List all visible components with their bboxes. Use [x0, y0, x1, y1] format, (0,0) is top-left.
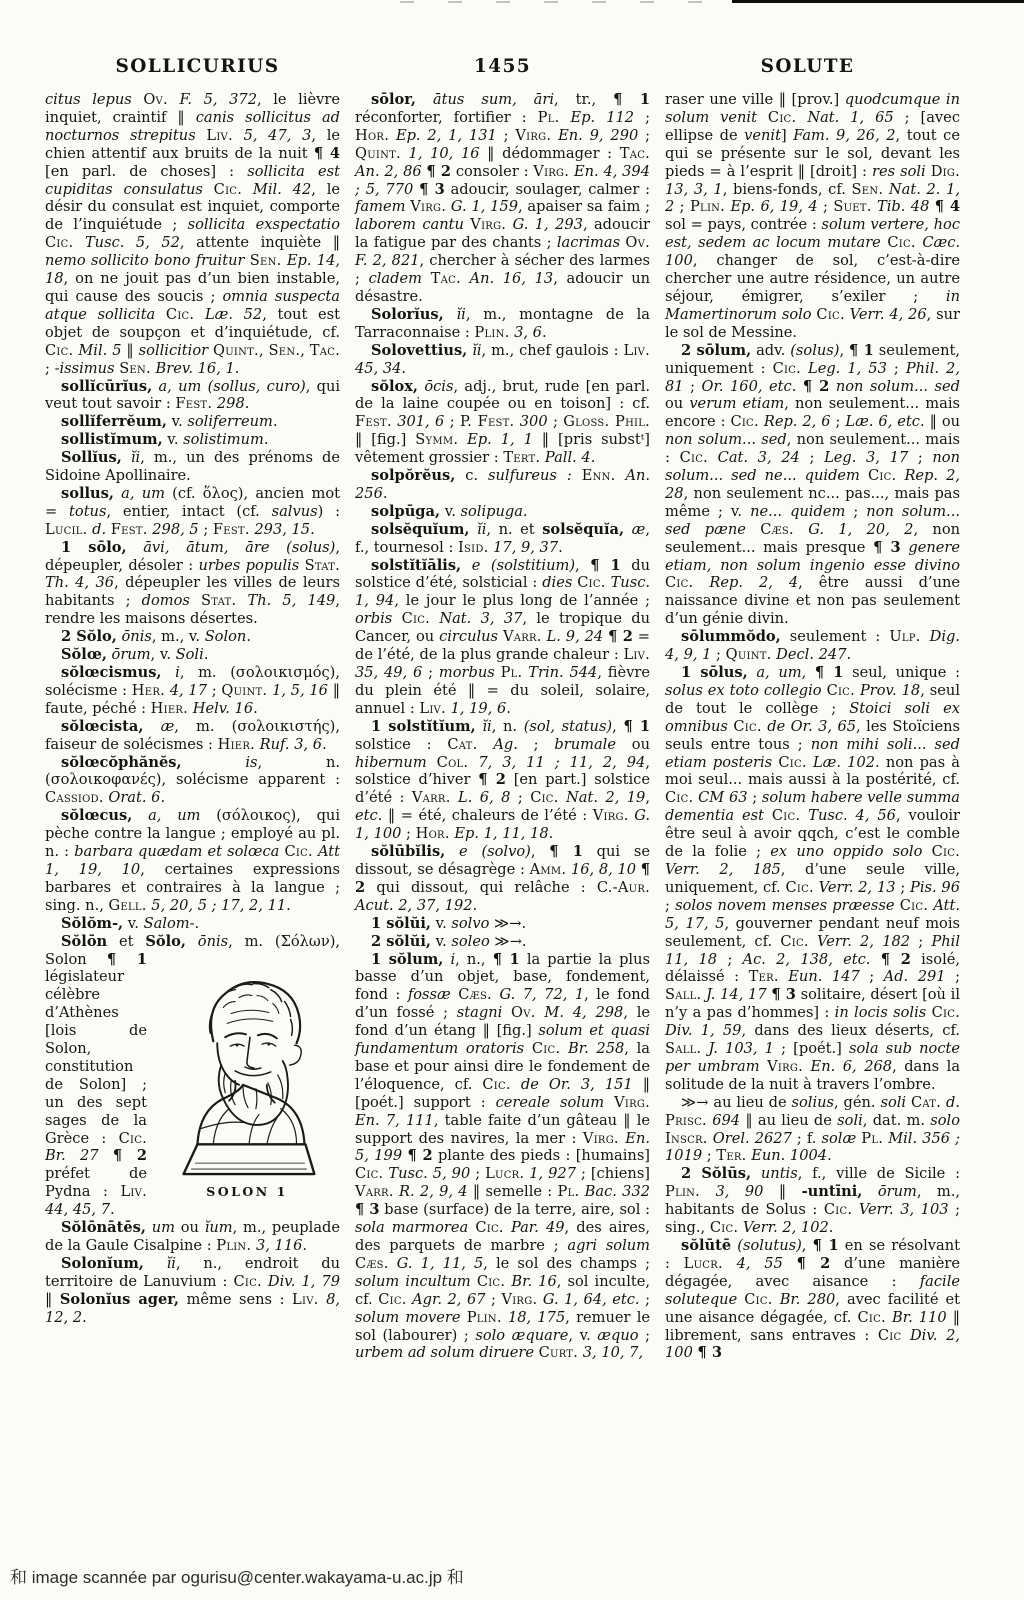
entry-paragraph: sŏlūtē (solutus), ¶ 1 en se résolvant : Lucr. 4, 55 ¶ 2 d’une manière dégagée, avec aisance : facile soluteque Cic. Br. 280, avec facilité et une aisance dégagée, cf. Cic. Br. 110 ‖ librement, sans entraves : Cic Div. 2, 100 ¶ 3: [665, 1237, 960, 1362]
column-3: [665, 91, 960, 1531]
entry-paragraph: 2 sŏlŭi, v. soleo ≫→.: [371, 932, 527, 950]
entry-paragraph: Sŏlŏm-, v. Salom-.: [61, 914, 200, 932]
page-header: [45, 56, 960, 77]
page-number: 1455: [473, 56, 532, 77]
header-catchword-right: SOLUTE: [760, 56, 855, 77]
entry-paragraph: 2 Sŏlo, ōnis, m., v. Solon.: [61, 628, 251, 646]
entry-paragraph: sŏlœcus, a, um (σόλοικος), qui pèche contre la langue ; employé au pl. n. : barbara quædam et solœca Cic. Att 1, 19, 10, certaines expressions barbares et contraires à la langue ; sing. n., Gell. 5, 20, 5 ; 17, 2, 11.: [45, 807, 341, 914]
entry-paragraph: solstĭtĭālis, e (solstitium), ¶ 1 du solstice d’été, solsticial : dies Cic. Tusc. 1, 94, le jour le plus long de l’année ; orbis Cic. Nat. 3, 37, le tropique du Cancer, ou circulus Varr. L. 9, 24 ¶ 2 = de l’été, de la plus grande chaleur : Liv. 35, 49, 6 ; morbus Pl. Trin. 544, fièvre du plein été ‖ = du soleil, solaire, annuel : Liv. 1, 19, 6.: [355, 556, 651, 717]
entry-paragraph: Solovettius, ĭi, m., chef gaulois : Liv. 45, 34.: [355, 341, 651, 377]
figure-caption: SOLON 1: [206, 1183, 288, 1199]
entry-paragraph: ≫→ au lieu de solius, gén. soli Cat. d. Prisc. 694 ‖ au lieu de soli, dat. m. solo Inscr. Orel. 2627 ; f. solæ Pl. Mil. 356 ; 1019 ; Ter. Eun. 1004.: [665, 1093, 960, 1165]
entry-paragraph: sŏlœcista, æ, m. (σολοικιστής), faiseur de solécismes : Hier. Ruf. 3, 6.: [45, 717, 340, 753]
entry-paragraph: 1 sŏlum, i, n., ¶ 1 la partie la plus basse d’un objet, base, fondement, fond : fossæ Cæs. G. 7, 72, 1, le fond d’un fossé ; stagni Ov. M. 4, 298, le fond d’un étang ‖ [fig.] solum et quasi fundamentum oratoris Cic. Br. 258, la base et pour ainsi dire le fondement de l’éloquence, cf. Cic. de Or. 3, 151 ‖ [poét.] support : cereale solum Virg. En. 7, 111, table faite d’un gâteau ‖ le support des navires, la mer : Virg. En. 5, 199 ¶ 2 plante des pieds : [humains] Cic. Tusc. 5, 90 ; Lucr. 1, 927 ; [chiens] Varr. R. 2, 9, 4 ‖ semelle : Pl. Bac. 332 ¶ 3 base (surface) de la terre, aire, sol : sola marmorea Cic. Par. 49, des aires, des parquets de marbre ; agri solum Cæs. G. 1, 11, 5, le sol des champs ; solum incultum Cic. Br. 16, sol inculte, cf. Cic. Agr. 2, 67 ; Virg. G. 1, 64, etc. ; solum movere Plin. 18, 175, remuer le sol (labourer) ; solo æquare, v. æquo ; urbem ad solum diruere Curt. 3, 10, 7,: [355, 950, 651, 1362]
entry-paragraph: solsĕquĭum, ĭi, n. et solsĕquĭa, æ, f., tournesol : Isid. 17, 9, 37.: [355, 520, 650, 556]
entry-paragraph: sōlummŏdo, seulement : Ulp. Dig. 4, 9, 1 ; Quint. Decl. 247.: [665, 628, 960, 664]
column-1: [45, 91, 340, 1531]
entry-paragraph: sŏlox, ōcis, adj., brut, rude [en parl. de la laine coupée ou en toison] : cf. Fest. 301, 6 ; P. Fest. 300 ; Gloss. Phil. ‖ [fig.] Symm. Ep. 1, 1 ‖ [pris substᵗ] vêtement grossier : Tert. Pall. 4.: [355, 377, 651, 467]
entry-paragraph: Sŏlœ, ōrum, v. Soli.: [61, 646, 209, 664]
entry-paragraph: 1 sōlo, āvi, ātum, āre (solus), dépeupler, désoler : urbes populis Stat. Th. 4, 36, dépeupler les villes de leurs habitants ; domos Stat. Th. 5, 149, rendre les maisons désertes.: [45, 538, 341, 628]
scan-artifact-dashes: [400, 1, 730, 3]
entry-paragraph: Sŏlōn et Sŏlo, ōnis, m. (Σόλων), SOLON 1 Solon ¶ 1 législateur célèbre d’Athènes [lois de Solon, constitution de Solon] ; un des sept sages de la Grèce : Cic. Br. 27 ¶ 2 préfet de Pydna : Liv. 44, 45, 7.: [45, 932, 341, 1219]
entry-paragraph: citus lepus Ov. F. 5, 372, le lièvre inquiet, craintif ‖ canis sollicitus ad nocturnos strepitus Liv. 5, 47, 3, le chien attentif aux bruits de la nuit ¶ 4 [en parl. de choses] : sollicita est cupiditas consulatus Cic. Mil. 42, le désir du consulat est inquiet, comporte de l’inquiétude ; sollicita exspectatio Cic. Tusc. 5, 52, attente inquiète ‖ nemo sollicito bono fruitur Sen. Ep. 14, 18, on ne jouit pas d’un bien instable, qui cause des soucis ; omnia suspecta atque sollicita Cic. Læ. 52, tout est objet de soupçon et d’inquiétude, cf. Cic. Mil. 5 ‖ sollicitior Quint., Sen., Tac. ; -issimus Sen. Brev. 16, 1.: [45, 91, 341, 377]
entry-paragraph: sŏlœcismus, i, m. (σολοικισμός), solécisme : Her. 4, 17 ; Quint. 1, 5, 16 ‖ faute, péché : Hier. Helv. 16.: [45, 664, 341, 717]
entry-paragraph: sōlor, ātus sum, āri, tr., ¶ 1 réconforter, fortifier : Pl. Ep. 112 ; Hor. Ep. 2, 1, 131 ; Virg. En. 9, 290 ; Quint. 1, 10, 16 ‖ dédommager : Tac. An. 2, 86 ¶ 2 consoler : Virg. En. 4, 394 ; 5, 770 ¶ 3 adoucir, soulager, calmer : famem Virg. G. 1, 159, apaiser sa faim ; laborem cantu Virg. G. 1, 293, adoucir la fatigue par des chants ; lacrimas Ov. F. 2, 821, chercher à sécher des larmes ; cladem Tac. An. 16, 13, adoucir un désastre.: [355, 91, 651, 305]
entry-paragraph: sollistĭmum, v. solistimum.: [61, 431, 269, 449]
entry-paragraph: raser une ville ‖ [prov.] quodcumque in solum venit Cic. Nat. 1, 65 ; [avec ellipse de venit] Fam. 9, 26, 2, tout ce qui se présente sur le sol, devant les pieds = à l’esprit ‖ [droit] : res soli Dig. 13, 3, 1, biens-fonds, cf. Sen. Nat. 2. 1, 2 ; Plin. Ep. 6, 19, 4 ; Suet. Tib. 48 ¶ 4 sol = pays, contrée : solum vertere, hoc est, sedem ac locum mutare Cic. Cæc. 100, changer de sol, c’est-à-dire chercher une autre résidence, un autre séjour, émigrer, s’exiler ; in Mamertinorum solo Cic. Verr. 4, 26, sur le sol de Messine.: [665, 91, 960, 341]
entry-paragraph: sŏlūbĭlis, e (solvo), ¶ 1 qui se dissout, se désagrège : Amm. 16, 8, 10 ¶ 2 qui dissout, qui relâche : C.-Aur. Acut. 2, 37, 192.: [355, 843, 650, 914]
entry-paragraph: solpūga, v. solipuga.: [371, 502, 528, 520]
entry-paragraph: 1 sŏlŭi, v. solvo ≫→.: [371, 914, 527, 932]
entry-paragraph: sollĭferrĕum, v. soliferreum.: [61, 413, 278, 431]
entry-paragraph: sŏlœcŏphănĕs, is, n. (σολοικοφανές), solécisme apparent : Cassiod. Orat. 6.: [45, 753, 340, 807]
entry-paragraph: Sollĭus, ĭi, m., un des prénoms de Sidoine Apollinaire.: [45, 449, 340, 485]
solon-engraving-figure: [154, 954, 340, 1201]
entry-paragraph: 2 sōlum, adv. (solus), ¶ 1 seulement, uniquement : Cic. Leg. 1, 53 ; Phil. 2, 81 ; Or. 160, etc. ¶ 2 non solum... sed ou verum etiam, non seulement... mais encore : Cic. Rep. 2, 6 ; Læ. 6, etc. ‖ ou non solum... sed, non seulement... mais : Cic. Cat. 3, 24 ; Leg. 3, 17 ; non solum... sed ne... quidem Cic. Rep. 2, 28, non seulement nc... pas..., mais pas même ; v. ne... quidem ; non solum... sed pæne Cæs. G. 1, 20, 2, non seulement... mais presque ¶ 3 genere etiam, non solum ingenio esse divino Cic. Rep. 2, 4, être aussi d’une naissance divine et non pas seulement d’un génie divin.: [665, 341, 960, 628]
entry-paragraph: Solonĭum, ĭi, n., endroit du territoire de Lanuvium : Cic. Div. 1, 79 ‖ Solonĭus ager, même sens : Liv. 8, 12, 2.: [45, 1254, 341, 1326]
solon-bust-illustration: [155, 954, 339, 1178]
entry-paragraph: sollus, a, um (cf. ὅλος), ancien mot = totus, entier, intact (cf. salvus) : Lucil. d. Fest. 298, 5 ; Fest. 293, 15.: [45, 484, 341, 538]
entry-paragraph: solpŏrĕus, c. sulfureus : Enn. An. 256.: [355, 467, 651, 502]
entry-paragraph: Solorĭus, ĭi, m., montagne de la Tarraconnaise : Plin. 3, 6.: [355, 305, 651, 341]
text-columns: [45, 91, 960, 1531]
entry-paragraph: Sŏlōnātēs, um ou ĭum, m., peuplade de la Gaule Cisalpine : Plin. 3, 116.: [45, 1219, 340, 1254]
scan-footer-note: 和 image scannée par ogurisu@center.wakayama-u.ac.jp 和: [10, 1568, 464, 1587]
entry-paragraph: 1 solstĭtĭum, ĭi, n. (sol, status), ¶ 1 solstice : Cat. Ag. ; brumale ou hibernum Col. 7, 3, 11 ; 11, 2, 94, solstice d’hiver ¶ 2 [en part.] solstice d’été : Varr. L. 6, 8 ; Cic. Nat. 2, 19, etc. ‖ = été, chaleurs de l’été : Virg. G. 1, 100 ; Hor. Ep. 1, 11, 18.: [355, 717, 650, 843]
column-2: [355, 91, 650, 1531]
entry-paragraph: sollĭcūrĭus, a, um (sollus, curo), qui veut tout savoir : Fest. 298.: [45, 377, 341, 413]
header-catchword-left: SOLLICURIUS: [115, 56, 280, 77]
entry-paragraph: 1 sōlus, a, um, ¶ 1 seul, unique : solus ex toto collegio Cic. Prov. 18, seul de tout le collège ; Stoici soli ex omnibus Cic. de Or. 3, 65, les Stoïciens seuls entre tous ; non mihi soli... sed etiam posteris Cic. Læ. 102. non pas à moi seul... mais aussi à la postérité, cf. Cic. CM 63 ; solum habere velle summa dementia est Cic. Tusc. 4, 56, vouloir être seul à avoir qqch, c’est le comble de la folie ; ex uno oppido solo Cic. Verr. 2, 185, d’une seule ville, uniquement, cf. Cic. Verr. 2, 13 ; Pis. 96 ; solos novem menses præesse Cic. Att. 5, 17, 5, gouverner pendant neuf mois seulement, cf. Cic. Verr. 2, 182 ; Phil 11, 18 ; Ac. 2, 138, etc. ¶ 2 isolé, délaissé : Ter. Eun. 147 ; Ad. 291 ; Sall. J. 14, 17 ¶ 3 solitaire, désert [où il n’y a pas d’hommes] : in locis solis Cic. Div. 1, 59, dans des lieux déserts, cf. Sall. J. 103, 1 ; [poét.] sola sub nocte per umbram Virg. En. 6, 268, dans la solitude de la nuit à travers l’ombre.: [665, 664, 960, 1093]
scan-artifact-top-right: [732, 0, 1024, 3]
entry-paragraph: 2 Sŏlūs, untis, f., ville de Sicile : Plin. 3, 90 ‖ -untīni, ōrum, m., habitants de Solus : Cic. Verr. 3, 103 ; sing., Cic. Verr. 2, 102.: [665, 1165, 960, 1237]
